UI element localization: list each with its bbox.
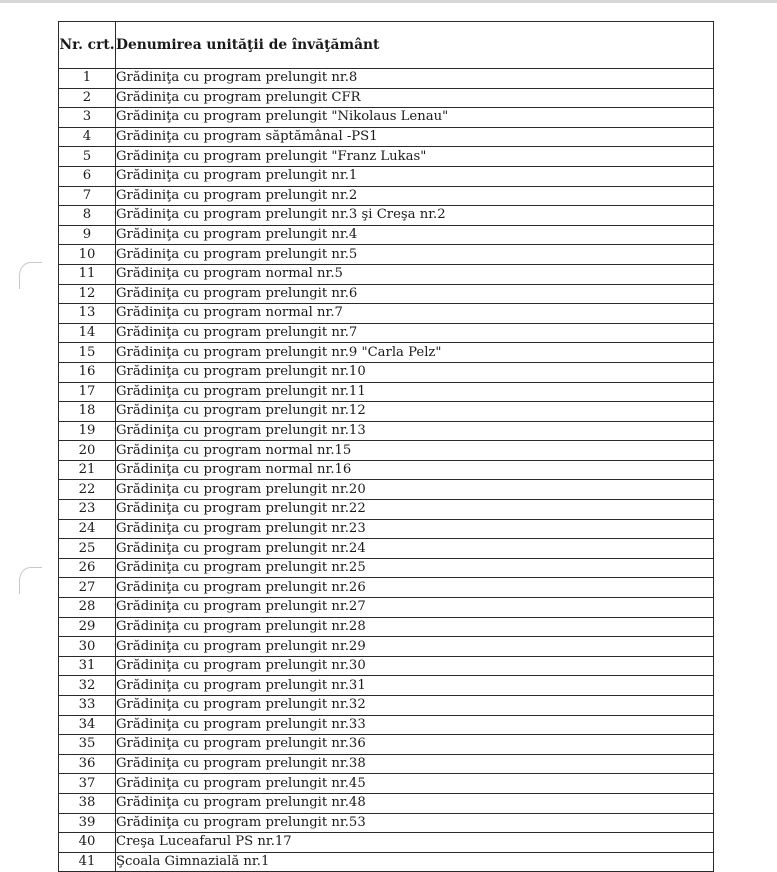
institution-name: Grădiniţa cu program prelungit nr.5 <box>116 245 714 265</box>
table-row <box>59 774 714 794</box>
row-number: 14 <box>59 323 116 343</box>
table-body <box>59 69 714 872</box>
table-row <box>59 304 714 324</box>
row-number: 7 <box>59 186 116 206</box>
institution-name: Grădiniţa cu program prelungit nr.8 <box>116 69 714 89</box>
institution-name: Grădiniţa cu program prelungit nr.7 <box>116 323 714 343</box>
institution-name: Creşa Luceafarul PS nr.17 <box>116 833 714 853</box>
row-number: 37 <box>59 774 116 794</box>
table-row <box>59 578 714 598</box>
table-row <box>59 147 714 167</box>
table-row <box>59 421 714 441</box>
institution-name: Grădiniţa cu program prelungit nr.12 <box>116 402 714 422</box>
institution-name: Grădiniţa cu program prelungit "Franz Lukas" <box>116 147 714 167</box>
row-number: 39 <box>59 813 116 833</box>
institution-name: Grădiniţa cu program prelungit nr.22 <box>116 500 714 520</box>
row-number: 4 <box>59 127 116 147</box>
institution-name: Grădiniţa cu program prelungit nr.33 <box>116 715 714 735</box>
institution-name: Grădiniţa cu program prelungit nr.25 <box>116 558 714 578</box>
table-row <box>59 480 714 500</box>
table-row <box>59 500 714 520</box>
row-number: 25 <box>59 539 116 559</box>
institution-name: Grădiniţa cu program prelungit nr.1 <box>116 166 714 186</box>
table-row <box>59 754 714 774</box>
institution-name: Grădiniţa cu program săptămânal -PS1 <box>116 127 714 147</box>
header-row <box>59 22 714 69</box>
table-row <box>59 460 714 480</box>
row-number: 30 <box>59 637 116 657</box>
institution-name: Grădiniţa cu program prelungit nr.20 <box>116 480 714 500</box>
table-row <box>59 284 714 304</box>
table-row <box>59 833 714 853</box>
table-row <box>59 186 714 206</box>
row-number: 26 <box>59 558 116 578</box>
table-row <box>59 88 714 108</box>
row-number: 28 <box>59 598 116 618</box>
punch-hole-mark <box>19 262 42 289</box>
row-number: 20 <box>59 441 116 461</box>
institution-name: Grădiniţa cu program normal nr.5 <box>116 264 714 284</box>
row-number: 38 <box>59 793 116 813</box>
institution-name: Grădiniţa cu program normal nr.7 <box>116 304 714 324</box>
institution-name: Grădiniţa cu program prelungit nr.4 <box>116 225 714 245</box>
table-row <box>59 519 714 539</box>
row-number: 18 <box>59 402 116 422</box>
row-number: 40 <box>59 833 116 853</box>
institution-name: Grădiniţa cu program prelungit nr.53 <box>116 813 714 833</box>
table-row <box>59 225 714 245</box>
table-row <box>59 166 714 186</box>
row-number: 12 <box>59 284 116 304</box>
row-number: 6 <box>59 166 116 186</box>
institution-name: Grădiniţa cu program normal nr.15 <box>116 441 714 461</box>
table-row <box>59 69 714 89</box>
table-row <box>59 108 714 128</box>
table-row <box>59 656 714 676</box>
table-row <box>59 735 714 755</box>
header-institution-name: Denumirea unităţii de învăţământ <box>116 22 714 69</box>
institution-name: Grădiniţa cu program prelungit nr.36 <box>116 735 714 755</box>
row-number: 2 <box>59 88 116 108</box>
table-row <box>59 245 714 265</box>
row-number: 19 <box>59 421 116 441</box>
institution-name: Grădiniţa cu program prelungit nr.10 <box>116 362 714 382</box>
institution-name: Grădiniţa cu program prelungit nr.29 <box>116 637 714 657</box>
table-row <box>59 793 714 813</box>
institution-name: Grădiniţa cu program prelungit nr.38 <box>116 754 714 774</box>
table-row <box>59 539 714 559</box>
institution-name: Grădiniţa cu program prelungit nr.26 <box>116 578 714 598</box>
row-number: 10 <box>59 245 116 265</box>
row-number: 31 <box>59 656 116 676</box>
institution-name: Grădiniţa cu program prelungit nr.32 <box>116 696 714 716</box>
institutions-table <box>58 21 714 872</box>
row-number: 8 <box>59 206 116 226</box>
row-number: 22 <box>59 480 116 500</box>
row-number: 15 <box>59 343 116 363</box>
row-number: 13 <box>59 304 116 324</box>
institution-name: Grădiniţa cu program prelungit CFR <box>116 88 714 108</box>
row-number: 33 <box>59 696 116 716</box>
institution-name: Şcoala Gimnazială nr.1 <box>116 852 714 872</box>
institution-name: Grădiniţa cu program prelungit "Nikolaus Lenau" <box>116 108 714 128</box>
row-number: 23 <box>59 500 116 520</box>
institution-name: Grădiniţa cu program prelungit nr.45 <box>116 774 714 794</box>
row-number: 1 <box>59 69 116 89</box>
row-number: 32 <box>59 676 116 696</box>
table-row <box>59 323 714 343</box>
institution-name: Grădiniţa cu program prelungit nr.30 <box>116 656 714 676</box>
institution-name: Grădiniţa cu program prelungit nr.6 <box>116 284 714 304</box>
table-row <box>59 617 714 637</box>
punch-hole-mark <box>19 567 42 594</box>
table-row <box>59 637 714 657</box>
institution-name: Grădiniţa cu program normal nr.16 <box>116 460 714 480</box>
institution-name: Grădiniţa cu program prelungit nr.23 <box>116 519 714 539</box>
table-row <box>59 402 714 422</box>
scan-top-edge <box>0 0 777 3</box>
institution-name: Grădiniţa cu program prelungit nr.31 <box>116 676 714 696</box>
institution-name: Grădiniţa cu program prelungit nr.3 şi Creşa nr.2 <box>116 206 714 226</box>
table-row <box>59 264 714 284</box>
table-row <box>59 813 714 833</box>
table-row <box>59 382 714 402</box>
table-row <box>59 362 714 382</box>
table-row <box>59 127 714 147</box>
table-row <box>59 715 714 735</box>
row-number: 36 <box>59 754 116 774</box>
row-number: 9 <box>59 225 116 245</box>
institution-name: Grădiniţa cu program prelungit nr.28 <box>116 617 714 637</box>
row-number: 27 <box>59 578 116 598</box>
row-number: 24 <box>59 519 116 539</box>
table-row <box>59 441 714 461</box>
table-row <box>59 676 714 696</box>
header-nr-crt: Nr. crt. <box>59 22 116 69</box>
institution-name: Grădiniţa cu program prelungit nr.2 <box>116 186 714 206</box>
row-number: 3 <box>59 108 116 128</box>
row-number: 21 <box>59 460 116 480</box>
row-number: 34 <box>59 715 116 735</box>
row-number: 35 <box>59 735 116 755</box>
institution-name: Grădiniţa cu program prelungit nr.13 <box>116 421 714 441</box>
table-row <box>59 598 714 618</box>
row-number: 29 <box>59 617 116 637</box>
institution-name: Grădiniţa cu program prelungit nr.9 "Carla Pelz" <box>116 343 714 363</box>
row-number: 16 <box>59 362 116 382</box>
row-number: 11 <box>59 264 116 284</box>
institution-name: Grădiniţa cu program prelungit nr.48 <box>116 793 714 813</box>
institution-name: Grădiniţa cu program prelungit nr.27 <box>116 598 714 618</box>
row-number: 5 <box>59 147 116 167</box>
table-row <box>59 343 714 363</box>
institution-name: Grădiniţa cu program prelungit nr.24 <box>116 539 714 559</box>
row-number: 17 <box>59 382 116 402</box>
table-row <box>59 558 714 578</box>
table-row <box>59 852 714 872</box>
table-row <box>59 696 714 716</box>
institution-name: Grădiniţa cu program prelungit nr.11 <box>116 382 714 402</box>
row-number: 41 <box>59 852 116 872</box>
table-header <box>59 22 714 69</box>
table-row <box>59 206 714 226</box>
